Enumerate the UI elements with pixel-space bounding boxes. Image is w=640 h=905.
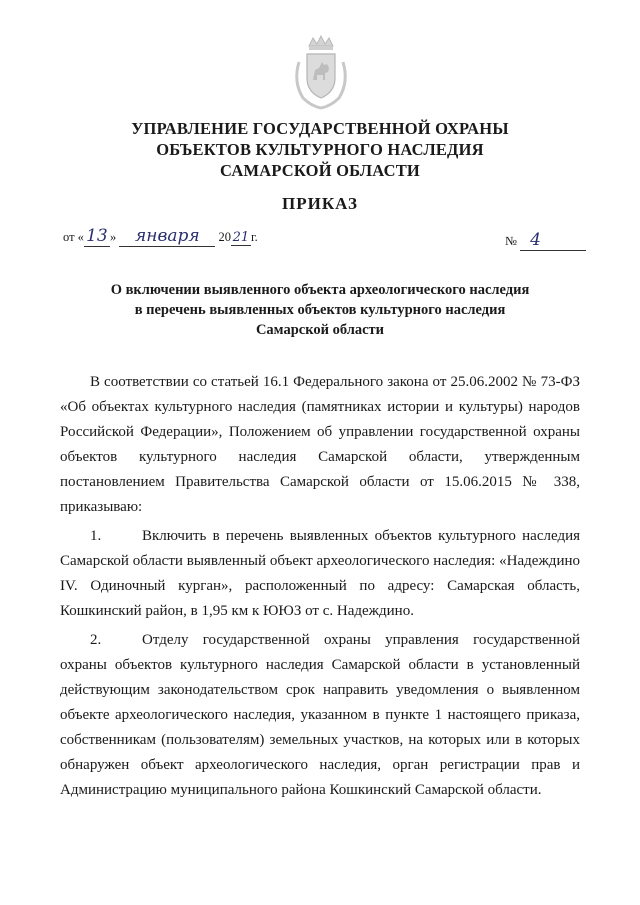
date-suffix: г. <box>250 230 258 244</box>
order-item <box>60 524 580 624</box>
item-number: 2. <box>90 632 102 648</box>
samara-coat-of-arms-icon <box>289 32 353 112</box>
order-subject <box>60 280 580 340</box>
item-text: Включить в перечень выявленных объектов культурного наследия Самарской области выявленный объект археологического наследия: «Надеждино IV. Одиночный курган», расположенный по адресу: Самарская область, Кошкинский район, в 1,95 км к ЮЮЗ от с. Надеждино. <box>60 528 580 619</box>
item-text: Отделу государственной охраны управления государственной охраны объектов культурного наследия Самарской области в установленный действующим законодательством срок направить уведомления о выявленном объекте археологического наследия, указанном в пункте 1 настоящего приказа, собственникам (пользователям) земельных участков, на которых или в которых обнаружен объект археологического наследия, орган регистрации прав и Администрацию муниципального района Кошкинский Самарской области. <box>60 632 580 798</box>
date-mid: » <box>109 230 117 244</box>
subject-line: в перечень выявленных объектов культурного наследия <box>134 302 506 318</box>
preamble-paragraph: В соответствии со статьей 16.1 Федерального закона от 25.06.2002 № 73-ФЗ «Об объектах культурного наследия (памятниках истории и культуры) народов Российской Федерации», Положением об управлении государственной охраны объектов культурного наследия Самарской области, утвержденным постановлением Правительства Самарской области от 15.06.2015 № 338, приказываю: <box>60 374 580 515</box>
date-prefix: от « <box>63 230 84 244</box>
issuer-line: УПРАВЛЕНИЕ ГОСУДАРСТВЕННОЙ ОХРАНЫ <box>131 119 509 138</box>
issuer-header <box>0 118 640 181</box>
issuer-line: ОБЪЕКТОВ КУЛЬТУРНОГО НАСЛЕДИЯ <box>156 140 484 159</box>
order-body <box>60 370 580 803</box>
date-year-prefix: 20 <box>218 230 231 244</box>
number-label: № <box>505 234 517 248</box>
document-type: ПРИКАЗ <box>282 194 358 213</box>
issuer-line: САМАРСКОЙ ОБЛАСТИ <box>220 161 420 180</box>
order-date <box>63 226 258 247</box>
item-number: 1. <box>90 528 102 544</box>
date-month: января <box>119 226 215 247</box>
date-year-suffix: 21 <box>232 230 250 245</box>
order-number <box>505 230 586 251</box>
subject-line: Самарской области <box>255 322 385 338</box>
subject-line: О включении выявленного объекта археологического наследия <box>110 282 530 298</box>
date-day: 13 <box>84 226 110 247</box>
order-item <box>60 628 580 803</box>
number-value: 4 <box>520 230 586 251</box>
